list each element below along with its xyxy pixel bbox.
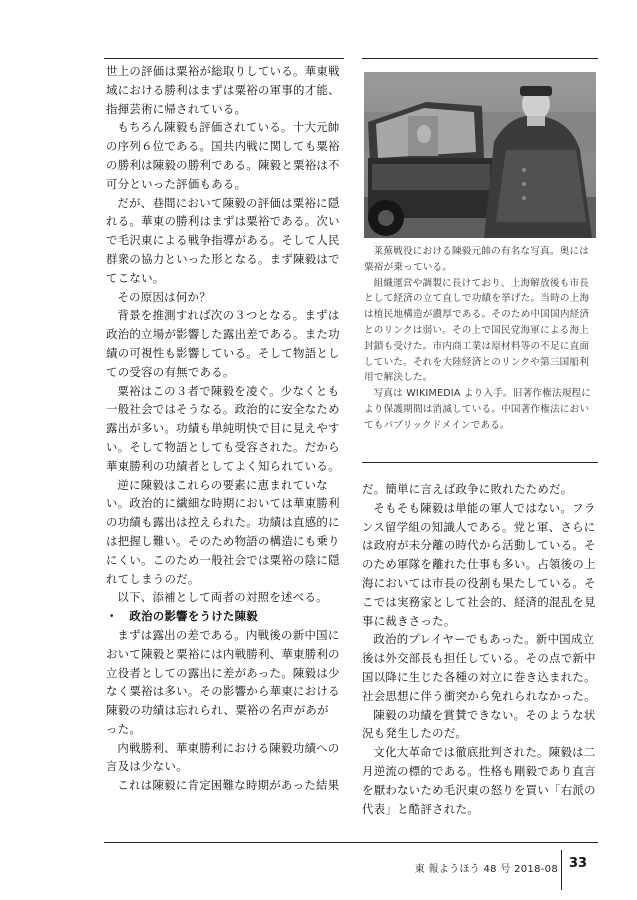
caption-rule xyxy=(362,462,598,463)
caption-line: 組織運営や調製に長けており、上海解放後も市長として経済の立て直しで功績を挙げた。当時の上海は植民地構造が濃厚である。そのため中国国内経済とのリンクは弱い。その上で国民党海軍による海上封鎖も受けた。市内商工業は原材料等の不足に直面していた。それを大陸経済とのリンクや第三国船利用で解決した。 xyxy=(364,277,590,384)
paragraph: だ。簡単に言えば政争に敗れたためだ。 xyxy=(362,482,573,496)
left-column xyxy=(106,62,340,795)
caption-line: 写真は WIKIMEDIA より入手。旧著作権法規程により保護期間は消滅している。中国著作権法においてもパブリックドメインである。 xyxy=(364,388,592,431)
paragraph: 文化大革命では徹底批判された。陳毅は二月逆流の標的である。性格も剛毅であり直言を厭わないため毛沢東の怒りを買い「右派の代表」と酷評された。 xyxy=(362,745,596,816)
paragraph: もちろん陳毅も評価されている。十大元帥の序列６位である。国共内戦に関しても粟裕の勝利は陳毅の勝利である。陳毅と粟裕は不可分といった評価もある。 xyxy=(106,120,340,191)
page-number: 33 xyxy=(569,856,588,871)
paragraph: 以下、添補として両者の対照を述べる。 xyxy=(117,590,328,605)
paragraph: だが、巷間において陳毅の評価は粟裕に隠れる。華東の勝利はまずは粟裕である。次いで毛沢東による戦争指導がある。そして人民群衆の協力といった形となる。まず陳毅はでてこない。 xyxy=(106,195,340,285)
paragraph: そもそも陳毅は単能の軍人ではない。フランス留学組の知識人である。党と軍、さらには政府が未分離の時代から活動している。そのため軍隊を離れた仕事も多い。占領後の上海においては市長の役割も果たしている。そこでは実務家として社会的、経済的混乱を見事に裁きさった。 xyxy=(362,500,596,628)
paragraph: 逆に陳毅はこれらの要素に恵まれていない。政治的に繊細な時期においては華東勝利の功績も露出は控えられた。功績は直感的には把握し難い。そのため物語の構造にも乗りにくい。このため一般社会では粟裕の陰に隠れてしまうのだ。 xyxy=(106,477,340,586)
caption-line: 莱蕪戦役における陳毅元帥の有名な写真。奥には粟裕が乗っている。 xyxy=(364,246,590,273)
paragraph: 背景を推測すれば次の３つとなる。まずは政治的立場が影響した露出差である。また功績の可視性も影響している。そして物語としての受容の有無である。 xyxy=(106,308,340,379)
paragraph: 粟裕はこの３者で陳毅を凌ぐ。少なくとも一般社会ではそうなる。政治的に安全なため露出が多い。功績も単純明快で目に見えやすい。そして物語としても受容された。だから華東勝利の功績者としてよく知られている。 xyxy=(106,383,340,473)
top-rule-right xyxy=(362,58,598,59)
bottom-rule xyxy=(104,842,598,843)
photo-caption xyxy=(364,244,598,434)
footer-divider xyxy=(561,850,562,890)
paragraph: まずは露出の差である。内戦後の新中国において陳毅と粟裕には内戦勝利、華東勝利の立役者としての露出に差があった。陳毅は少なく粟裕は多い。その影響から華東における陳毅の功績は忘れられ、粟裕の名声があがった。 xyxy=(106,627,340,736)
paragraph: 陳毅の功績を賞賛できない。そのような状況も発生したのだ。 xyxy=(362,707,596,741)
historical-photo xyxy=(364,72,596,238)
section-heading: ・ 政治の影響をうけた陳毅 xyxy=(106,609,258,624)
paragraph: 内戦勝利、華東勝利における陳毅功績への言及は少ない。 xyxy=(106,740,340,774)
paragraph: 世上の評価は粟裕が総取りしている。華東戦域における勝利はまずは粟裕の軍事的才能、指揮芸術に帰されている。 xyxy=(106,64,340,116)
paragraph: その原因は何か？ xyxy=(117,289,211,304)
publication-label: 東 報ようほう 48 号 2018-08 xyxy=(414,864,558,875)
right-column xyxy=(362,480,596,818)
paragraph: これは陳毅に肯定困難な時期があった結果 xyxy=(117,778,340,793)
paragraph: 政治的プレイヤーでもあった。新中国成立後は外交部長も担任している。その点で新中国以降に生じた各種の対立に巻き込まれた。社会思想に伴う衝突から免れられなかった。 xyxy=(362,632,596,703)
top-rule-left xyxy=(104,58,344,59)
